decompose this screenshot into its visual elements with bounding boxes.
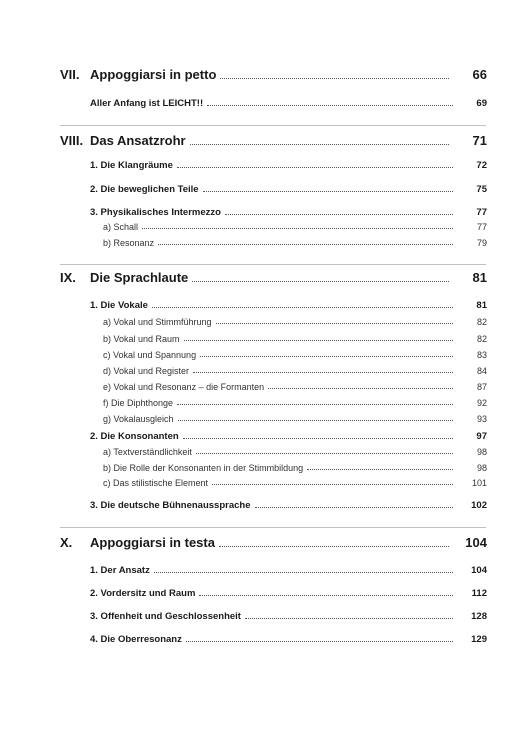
toc-label: 4. Die Oberresonanz	[90, 634, 182, 645]
chapter-number: IX.	[60, 270, 76, 285]
toc-label: a) Vokal und Stimmführung	[103, 317, 212, 327]
page-number: 72	[476, 160, 487, 171]
page-number: 93	[476, 414, 487, 424]
toc-chapter[interactable]	[0, 535, 527, 550]
dot-leader	[158, 243, 453, 245]
section-divider	[60, 125, 486, 126]
toc-label: Appoggiarsi in testa	[90, 535, 215, 550]
toc-label: 3. Physikalisches Intermezzo	[90, 207, 221, 218]
toc-chapter[interactable]	[0, 133, 527, 148]
toc-subsection[interactable]	[0, 317, 527, 327]
page-number: 128	[471, 611, 487, 622]
page-number: 75	[476, 184, 487, 195]
page-number: 101	[471, 478, 487, 488]
toc-subsection[interactable]	[0, 334, 527, 344]
toc-subsection[interactable]	[0, 222, 527, 232]
dot-leader	[177, 166, 453, 168]
dot-leader	[207, 104, 453, 106]
toc-label: b) Resonanz	[103, 238, 155, 248]
toc-label: Das Ansatzrohr	[90, 133, 186, 148]
toc-chapter[interactable]	[0, 67, 527, 82]
toc-subsection[interactable]	[0, 350, 527, 360]
page-number: 92	[476, 398, 487, 408]
toc-label: Die Sprachlaute	[90, 270, 189, 285]
dot-leader	[190, 143, 449, 145]
toc-section[interactable]	[0, 588, 527, 599]
toc-label: 1. Der Ansatz	[90, 565, 150, 576]
page-number: 71	[472, 133, 487, 148]
toc-subsection[interactable]	[0, 463, 527, 473]
page-number: 104	[465, 535, 487, 550]
toc-section[interactable]	[0, 500, 527, 511]
dot-leader	[152, 306, 453, 308]
toc-label: d) Vokal und Register	[103, 366, 190, 376]
section-divider	[60, 264, 486, 265]
dot-leader	[225, 213, 453, 215]
toc-subsection[interactable]	[0, 398, 527, 408]
toc-label: 1. Die Vokale	[90, 300, 148, 311]
dot-leader	[268, 387, 453, 389]
dot-leader	[196, 452, 453, 454]
dot-leader	[307, 468, 453, 470]
page-number: 129	[471, 634, 487, 645]
page-number: 112	[471, 588, 487, 599]
page-number: 69	[476, 98, 487, 109]
page-number: 84	[476, 366, 487, 376]
toc-subsection[interactable]	[0, 447, 527, 457]
toc-label: Aller Anfang ist LEICHT!!	[90, 98, 204, 109]
dot-leader	[203, 190, 453, 192]
toc-chapter[interactable]	[0, 270, 527, 285]
page-number: 104	[471, 565, 487, 576]
dot-leader	[220, 77, 449, 79]
toc-section[interactable]	[0, 300, 527, 311]
dot-leader	[154, 571, 453, 573]
chapter-number: X.	[60, 535, 73, 550]
page-number: 98	[476, 463, 487, 473]
chapter-number: VII.	[60, 67, 80, 82]
toc-section[interactable]	[0, 98, 527, 109]
toc-label: a) Schall	[103, 222, 139, 232]
dot-leader	[178, 419, 453, 421]
toc-label: 3. Die deutsche Bühnenaussprache	[90, 500, 251, 511]
page-number: 97	[476, 431, 487, 442]
dot-leader	[192, 280, 449, 282]
dot-leader	[245, 617, 453, 619]
page-number: 81	[476, 300, 487, 311]
dot-leader	[142, 227, 453, 229]
section-divider	[60, 527, 486, 528]
dot-leader	[255, 506, 454, 508]
page-number: 102	[471, 500, 487, 511]
toc-label: e) Vokal und Resonanz – die Formanten	[103, 382, 265, 392]
page-number: 77	[476, 222, 487, 232]
page-number: 82	[476, 334, 487, 344]
dot-leader	[177, 403, 453, 405]
toc-label: 3. Offenheit und Geschlossenheit	[90, 611, 241, 622]
toc-label: c) Vokal und Spannung	[103, 350, 197, 360]
toc-section[interactable]	[0, 207, 527, 218]
toc-section[interactable]	[0, 160, 527, 171]
toc-subsection[interactable]	[0, 414, 527, 424]
page-number: 79	[476, 238, 487, 248]
toc-label: 2. Vordersitz und Raum	[90, 588, 196, 599]
dot-leader	[199, 594, 453, 596]
toc-section[interactable]	[0, 184, 527, 195]
dot-leader	[186, 640, 453, 642]
toc-label: a) Textverständlichkeit	[103, 447, 192, 457]
dot-leader	[219, 545, 449, 547]
chapter-number: VIII.	[60, 133, 84, 148]
toc-label: b) Die Rolle der Konsonanten in der Stimmbildung	[103, 463, 304, 473]
toc-label: g) Vokalausgleich	[103, 414, 174, 424]
dot-leader	[212, 483, 453, 485]
toc-section[interactable]	[0, 565, 527, 576]
toc-label: c) Das stilistische Element	[103, 478, 209, 488]
toc-label: 2. Die beweglichen Teile	[90, 184, 199, 195]
page-number: 66	[472, 67, 487, 82]
dot-leader	[216, 322, 453, 324]
page-number: 87	[476, 382, 487, 392]
toc-subsection[interactable]	[0, 382, 527, 392]
toc-label: 2. Die Konsonanten	[90, 431, 179, 442]
toc-subsection[interactable]	[0, 478, 527, 488]
dot-leader	[184, 339, 453, 341]
dot-leader	[183, 437, 453, 439]
toc-label: b) Vokal und Raum	[103, 334, 180, 344]
toc-subsection[interactable]	[0, 366, 527, 376]
page-number: 77	[476, 207, 487, 218]
toc-section[interactable]	[0, 431, 527, 442]
toc-section[interactable]	[0, 634, 527, 645]
toc-section[interactable]	[0, 611, 527, 622]
toc-label: Appoggiarsi in petto	[90, 67, 217, 82]
page-number: 98	[476, 447, 487, 457]
page-number: 82	[476, 317, 487, 327]
dot-leader	[193, 371, 453, 373]
toc-label: f) Die Diphthonge	[103, 398, 174, 408]
dot-leader	[200, 355, 453, 357]
toc-label: 1. Die Klangräume	[90, 160, 173, 171]
toc-subsection[interactable]	[0, 238, 527, 248]
page-number: 83	[476, 350, 487, 360]
page-number: 81	[472, 270, 487, 285]
